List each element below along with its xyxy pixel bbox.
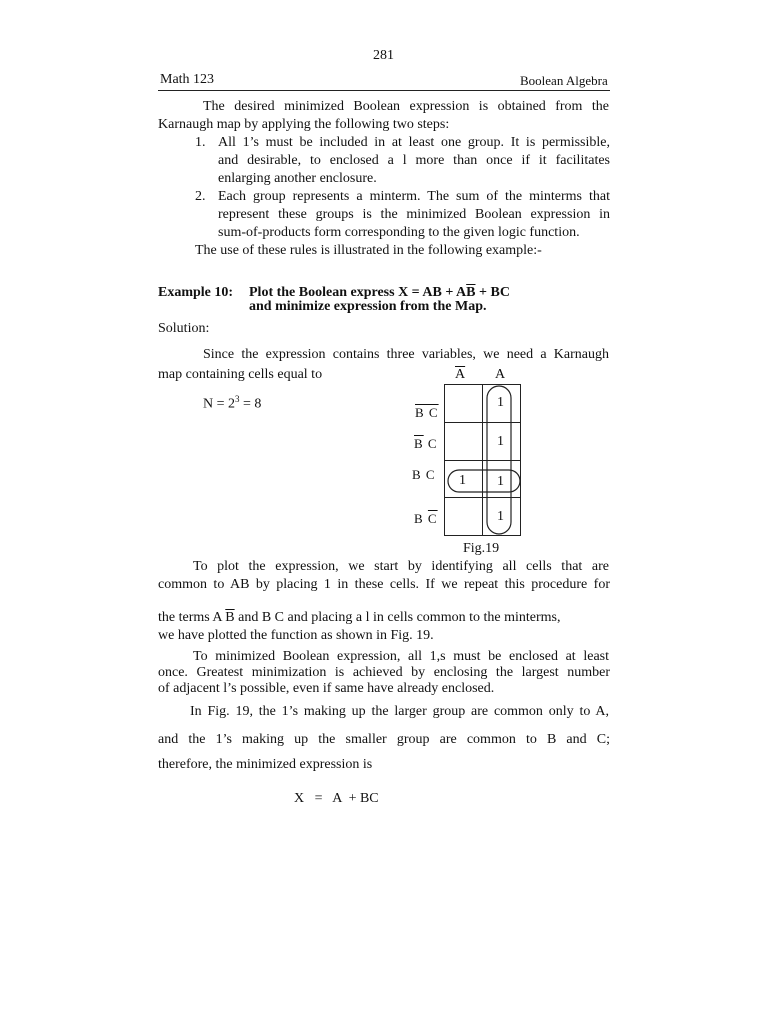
kmap-row-label-bbar-cbar [415,406,439,420]
paragraph-3-line-3: therefore, the minimized expression is [158,757,373,772]
paragraph-3-line-1: In Fig. 19, the 1’s making up the larger group are common only to A, [190,704,609,719]
step-2-number: 2. [195,189,206,204]
step-2-line: Each group represents a minterm. The sum of the minterms that [218,189,610,204]
example-line-2: and minimize expression from the Map. [249,299,487,314]
kmap-row-label-c: $\overline{C}$ [427,511,438,526]
formula-base: N = 2 [203,396,236,412]
example-label: Example 10: [158,285,234,300]
formula [203,390,261,414]
solution-line-2: map containing cells equal to [158,367,323,382]
paragraph-2-line-2: once. Greatest minimization is achieved by enclosing the largest number [158,665,610,680]
kmap-row-label-b: $\overline{B}$ [414,436,424,451]
intro-line-1: The desired minimized Boolean expression is obtained from the [203,99,609,114]
kmap-one: 1 [459,473,466,488]
header-rule [158,90,610,91]
kmap-row-label-bbar-c [414,437,438,451]
paragraph-1-b-bar: $\overline{B}$ [225,610,235,625]
kmap-one: 1 [497,395,504,410]
kmap-col-header-a: A [495,367,506,382]
formula-rest: = 8 [239,396,262,412]
kmap-groupings [440,380,530,540]
paragraph-1-line-1: To plot the expression, we start by identifying all cells that are [193,559,609,574]
kmap-row-label-b-cbar [414,512,438,526]
solution-label: Solution: [158,321,210,336]
kmap-row-label-b-c: B C [412,467,436,482]
paragraph-2-line-1: To minimized Boolean expression, all 1,s must be enclosed at least [193,649,609,664]
example-text-after: + BC [475,285,510,300]
section-title: Boolean Algebra [520,73,608,88]
step-1-number: 1. [195,135,206,150]
formula-exponent: 3 [235,394,240,404]
step-1-line: All 1’s must be included in at least one group. It is permissible, [218,135,610,150]
paragraph-1-text-b: and B C and placing a l in cells common to the minterms, [234,610,561,625]
step-1-line: and desirable, to enclosed a l more than once if it facilitates [218,153,610,168]
step-2-line: represent these groups is the minimized Boolean expression in [218,207,610,222]
paragraph-1-text-a: the terms A [158,610,226,625]
paragraph-1-line-2: common to AB by placing 1 in these cells. If we repeat this procedure for [158,577,610,592]
solution-line-1: Since the expression contains three variables, we need a Karnaugh [203,347,609,362]
paragraph-1-line-4: we have plotted the function as shown in Fig. 19. [158,628,434,643]
step-1-line: enlarging another enclosure. [218,171,377,186]
step-2-line: sum-of-products form corresponding to the given logic function. [218,225,580,240]
kmap-one: 1 [497,509,504,524]
figure-caption: Fig.19 [463,541,500,556]
kmap-row-label-b: B [414,511,428,526]
kmap-one: 1 [497,474,504,489]
kmap-row-label-c: C [423,436,438,451]
intro-line-2: Karnaugh map by applying the following two steps: [158,117,450,132]
example-text-before: Plot the Boolean express X = AB + A [249,285,467,300]
result-expression: X = A + BC [294,791,379,806]
paragraph-2-line-3: of adjacent l’s possible, even if same have already enclosed. [158,681,495,696]
intro-closing: The use of these rules is illustrated in the following example:- [195,243,542,258]
kmap-col-header-a-bar: $\overline{A}$ [455,367,466,382]
paragraph-3-line-2: and the 1’s making up the smaller group are common to B and C; [158,732,610,747]
paragraph-1-line-3 [158,609,560,627]
example-b-bar: $\overline{B}$ [466,285,476,300]
kmap-row-label-b: B C [415,405,439,420]
course-title: Math 123 [160,72,215,87]
page-number: 281 [373,48,394,63]
kmap-one: 1 [497,434,504,449]
